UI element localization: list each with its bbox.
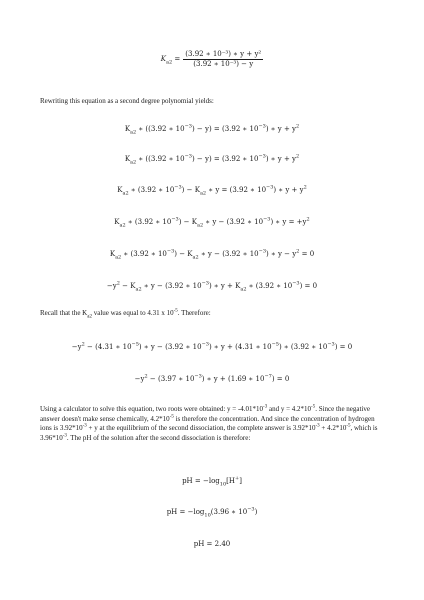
paragraph-rewrite: Rewriting this equation as a second degree polynomial yields: — [40, 97, 214, 105]
equation-ph-definition: pH = $-\log_{10}[H^+]$ — [182, 475, 242, 488]
equation-7: $-y^2 - (4.31$ ∗ $10^{-5}$) ∗ y − (3.92 ∗ $10^{-3}$) ∗ y + (4.31 ∗ $10^{-5}$) ∗ (3.92 ∗ $10^{-3}) = 0$ — [71, 341, 353, 351]
equation-2: $K_{a2}$ ∗ ((3.92 ∗ $10^{-3}) - y) = (3.92$ ∗ $10^{-3}$) ∗ $y + y^2$ — [124, 153, 300, 166]
fraction — [183, 50, 263, 69]
fraction-numerator: (3.92 ∗ 10⁻³) ∗ y + y² — [185, 50, 262, 58]
equation-ph-substituted: pH = $-\log_{10}(3.96$ ∗ $10^{-3}$) — [166, 506, 258, 519]
equation-ph-result: pH = 2.40 — [193, 540, 231, 548]
equation-ka2-definition: $K_{a2}$ = $\frac{\text{(3.92 ∗ 10⁻³) ∗ y + y²}}{\text{(3.92 ∗ 10⁻³) − y}}$ — [160, 50, 262, 68]
equation-8: $-y^2 - (3.97$ ∗ $10^{-3}$) ∗ y + (1.69 ∗ $10^{-7}) = 0$ — [134, 373, 290, 383]
equation-5: $K_{a2}$ ∗ (3.92 ∗ $10^{-3}) - K_{a2}$ ∗ y − (3.92 ∗ $10^{-3}$) ∗ $y - y^2 = 0$ — [109, 248, 315, 261]
equation-4: $K_{a2}$ ∗ (3.92 ∗ $10^{-3}) - K_{a2}$ ∗ y − (3.92 ∗ $10^{-3}$) ∗ $y = +y^2$ — [114, 216, 310, 229]
ka2-subscript: a2 — [166, 59, 173, 66]
fraction-denominator: (3.92 ∗ 10⁻³) − y — [193, 60, 254, 68]
paragraph-recall: Recall that the $K_{a2}$ value was equal to 4.31 x $10^{-5}$. Therefore: — [40, 308, 211, 320]
equation-6: $-y^2 - K_{a2}$ ∗ y − (3.92 ∗ $10^{-3}$) ∗ $y + K_{a2}$ ∗ (3.92 ∗ $10^{-3}) = 0$ — [106, 280, 318, 293]
equation-3: $K_{a2}$ ∗ (3.92 ∗ $10^{-3}) - K_{a2}$ ∗ y = (3.92 ∗ $10^{-3}$) ∗ $y + y^2$ — [117, 184, 307, 197]
paragraph-solve: Using a calculator to solve this equation, two roots were obtained: $y = -4.01*10^{-3}$ and $y = 4.2*10^{-5}$. Since the negative answer doesn't make sense chemically, $4.2*10^{-5}$ is therefore the concentration. And since the concentration of hydrogen ions is $3.92*10^{-3} + y$ at the equilibrium of the second dissociation, the complete answer is $3.92*10^{-3} + 4.2*10^{-5}$, which is $3.96*10^{-3}$. The pH of the solution after the second dissociation is therefore: — [40, 404, 378, 442]
equation-1: $K_{a2}$ ∗ ((3.92 ∗ $10^{-3}) - y) = (3.92$ ∗ $10^{-3}$) ∗ $y + y^2$ — [124, 123, 300, 136]
equals-sign: = — [174, 55, 181, 63]
